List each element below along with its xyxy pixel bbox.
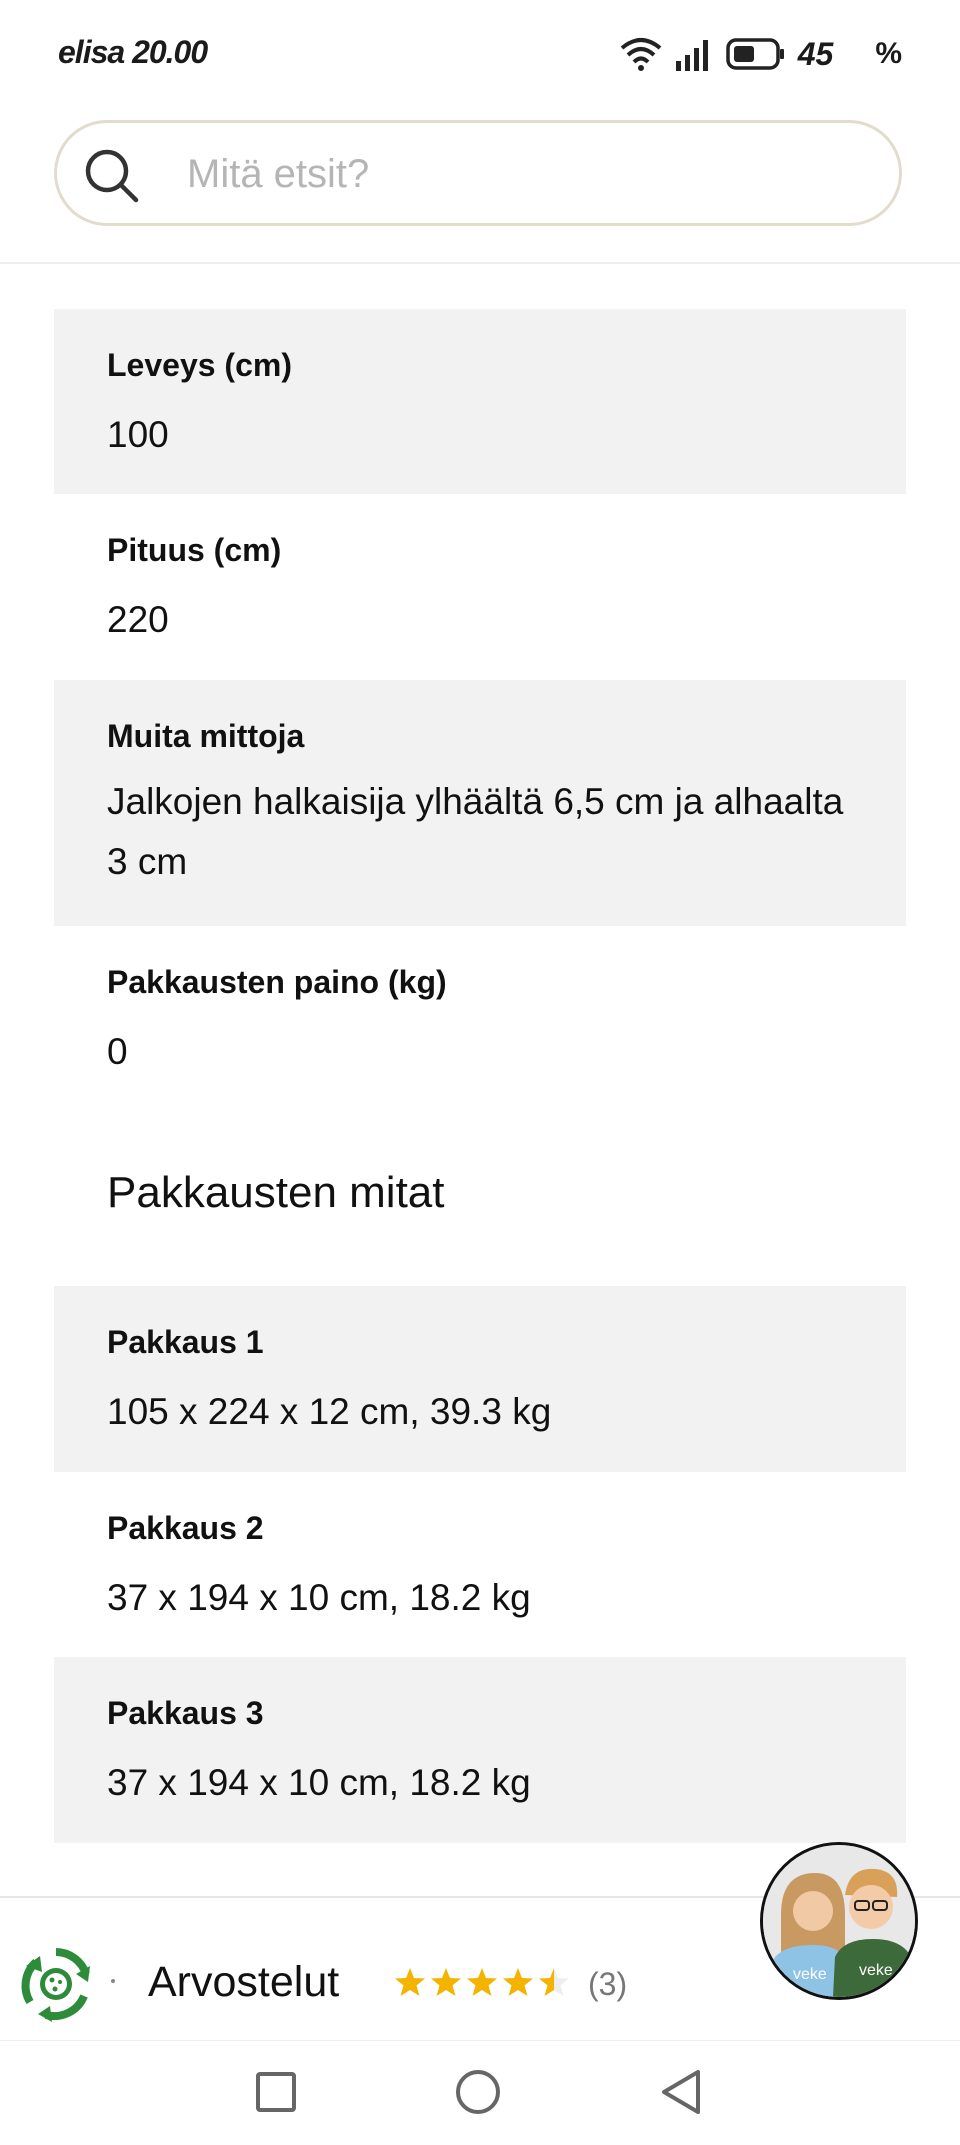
spec-value: 0 bbox=[107, 1031, 128, 1072]
package-label: Pakkaus 3 bbox=[107, 1695, 264, 1731]
reviews-label[interactable]: Arvostelut bbox=[148, 1958, 340, 2006]
spec-row-other-dimensions bbox=[54, 680, 906, 926]
spec-row-width bbox=[54, 309, 906, 494]
circle-icon[interactable] bbox=[454, 2068, 502, 2116]
search-input[interactable] bbox=[185, 143, 869, 205]
recycle-badge-icon[interactable] bbox=[16, 1944, 96, 2024]
star-icon bbox=[430, 1966, 462, 1998]
package-value: 37 x 194 x 10 cm, 18.2 kg bbox=[107, 1577, 531, 1618]
search-icon bbox=[83, 147, 141, 205]
separator-dot-icon bbox=[110, 1978, 116, 1984]
package-row-1 bbox=[54, 1286, 906, 1472]
wifi-icon bbox=[620, 36, 662, 72]
package-value: 105 x 224 x 12 cm, 39.3 kg bbox=[107, 1391, 552, 1432]
battery-icon bbox=[726, 37, 786, 71]
package-row-3 bbox=[54, 1657, 906, 1843]
spec-label: Pakkausten paino (kg) bbox=[107, 964, 447, 1000]
svg-text:veke: veke bbox=[859, 1962, 893, 1979]
spec-value: 220 bbox=[107, 599, 169, 640]
review-count[interactable]: (3) bbox=[588, 1966, 628, 2002]
spec-row-length bbox=[54, 494, 906, 680]
package-label: Pakkaus 2 bbox=[107, 1510, 264, 1546]
square-icon[interactable] bbox=[252, 2068, 300, 2116]
package-value: 37 x 194 x 10 cm, 18.2 kg bbox=[107, 1762, 531, 1803]
section-title-package-dimensions: Pakkausten mitat bbox=[107, 1168, 445, 1217]
rating-stars bbox=[394, 1966, 570, 1998]
search-box[interactable] bbox=[54, 120, 902, 226]
triangle-back-icon[interactable] bbox=[658, 2068, 706, 2116]
star-icon bbox=[466, 1966, 498, 1998]
battery-level: 45 bbox=[797, 35, 834, 72]
carrier-time: elisa 20.00 bbox=[58, 34, 208, 70]
chat-support-avatar[interactable] bbox=[760, 1842, 918, 2000]
spec-label: Pituus (cm) bbox=[107, 532, 282, 568]
status-icons bbox=[620, 34, 902, 74]
star-icon bbox=[394, 1966, 426, 1998]
status-bar bbox=[0, 0, 960, 110]
star-icon bbox=[502, 1966, 534, 1998]
spec-value: Jalkojen halkaisija ylhäältä 6,5 cm ja alhaalta 3 cm bbox=[107, 781, 844, 882]
support-agents-icon bbox=[763, 1845, 915, 1997]
spec-row-package-weight bbox=[54, 926, 906, 1112]
spec-label: Muita mittoja bbox=[107, 718, 305, 754]
spec-value: 100 bbox=[107, 414, 169, 455]
package-row-2 bbox=[54, 1472, 906, 1657]
star-icon bbox=[538, 1966, 570, 1998]
spec-label: Leveys (cm) bbox=[107, 347, 292, 383]
battery-percent: % bbox=[875, 37, 902, 70]
search-header bbox=[0, 110, 960, 264]
signal-icon bbox=[674, 37, 714, 71]
svg-text:veke: veke bbox=[793, 1966, 827, 1983]
package-label: Pakkaus 1 bbox=[107, 1324, 264, 1360]
